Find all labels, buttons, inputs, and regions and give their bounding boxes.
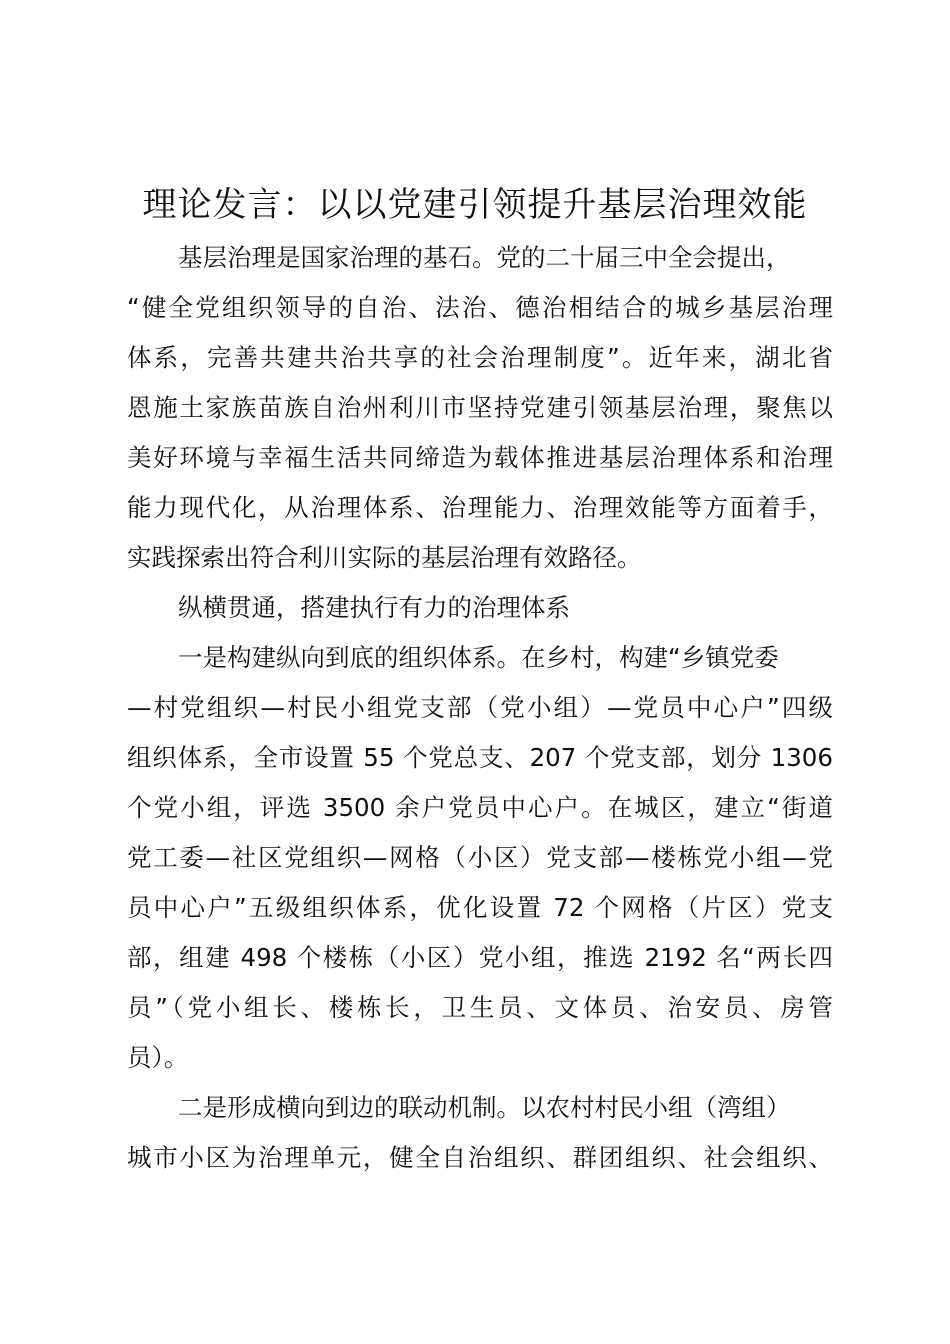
text-line: “健全党组织领导的自治、法治、德治相结合的城乡基层治理 xyxy=(127,293,833,322)
document-body xyxy=(127,233,833,1183)
text-line: 美好环境与幸福生活共同缔造为载体推进基层治理体系和治理 xyxy=(127,443,833,472)
text-line: 能力现代化，从治理体系、治理能力、治理效能等方面着手， xyxy=(127,493,833,522)
text-line: 城市小区为治理单元，健全自治组织、群团组织、社会组织、 xyxy=(127,1143,833,1172)
text-line: 体系，完善共建共治共享的社会治理制度”。近年来，湖北省 xyxy=(127,343,833,372)
document-title: 理论发言：以以党建引领提升基层治理效能 xyxy=(142,185,808,225)
text-line: 部，组建 498 个楼栋（小区）党小组，推选 2192 名“两长四 xyxy=(127,943,833,972)
text-line: 个党小组，评选 3500 余户党员中心户。在城区，建立“街道 xyxy=(127,793,833,822)
text-line: 二是形成横向到边的联动机制。以农村村民小组（湾组） xyxy=(178,1093,791,1122)
text-line: —村党组织—村民小组党支部（党小组）—党员中心户”四级 xyxy=(127,693,833,722)
text-line: 基层治理是国家治理的基石。党的二十届三中全会提出， xyxy=(178,243,791,272)
text-line: 组织体系，全市设置 55 个党总支、207 个党支部，划分 1306 xyxy=(127,743,833,772)
text-line: 实践探索出符合利川实际的基层治理有效路径。 xyxy=(127,543,642,572)
text-line: 员中心户”五级组织体系，优化设置 72 个网格（片区）党支 xyxy=(127,893,833,922)
section-heading: 纵横贯通，搭建执行有力的治理体系 xyxy=(178,593,570,622)
text-line: 恩施土家族苗族自治州利川市坚持党建引领基层治理，聚焦以 xyxy=(127,393,833,422)
text-line: 员）。 xyxy=(127,1043,189,1072)
text-line: 一是构建纵向到底的组织体系。在乡村，构建“乡镇党委 xyxy=(178,643,779,672)
text-line: 员”（党小组长、楼栋长，卫生员、文体员、治安员、房管 xyxy=(127,993,833,1022)
text-line: 党工委—社区党组织—网格（小区）党支部—楼栋党小组—党 xyxy=(127,843,833,872)
